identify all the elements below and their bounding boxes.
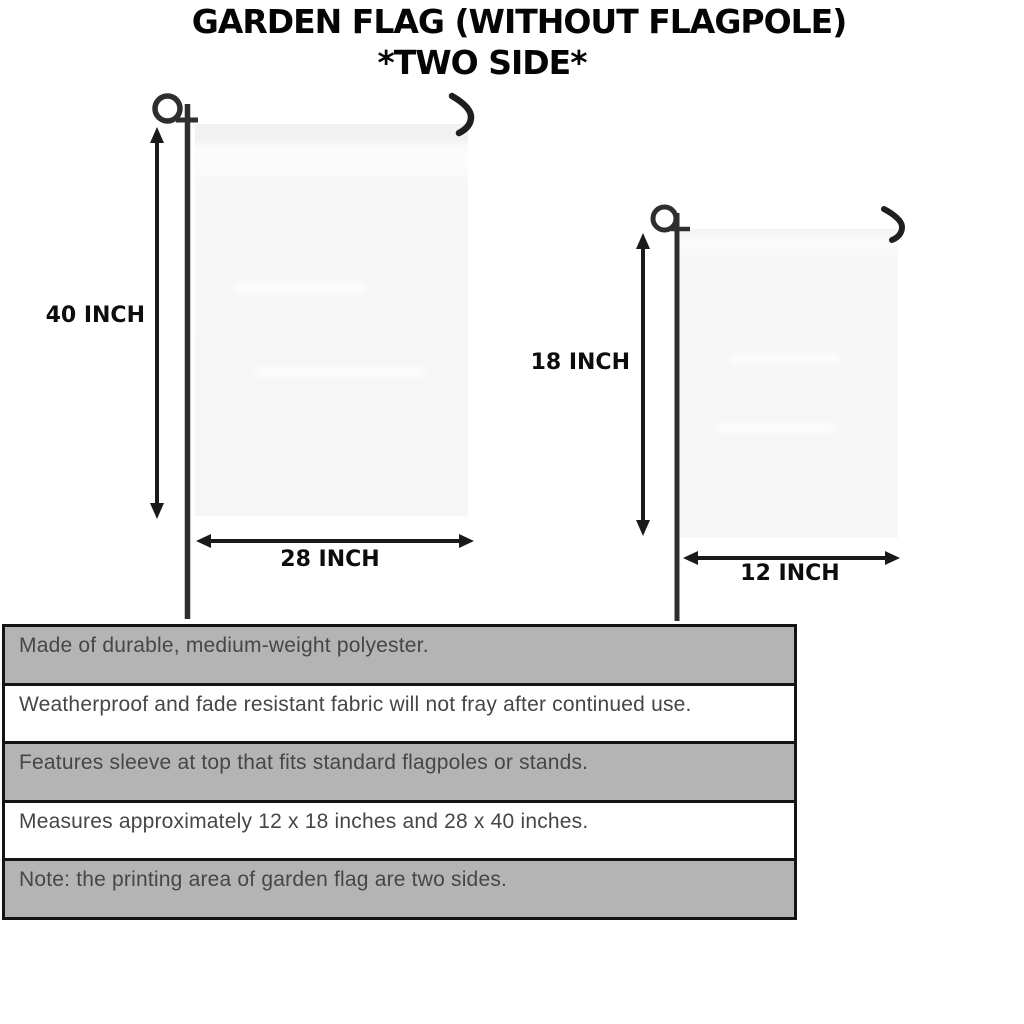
page-title-line1: GARDEN FLAG (WITHOUT FLAGPOLE) <box>191 2 847 41</box>
large-flag-height-label: 40 INCH <box>45 303 145 328</box>
small-flag-fabric <box>680 229 898 538</box>
arrowhead-right-icon <box>459 534 474 548</box>
feature-row: Made of durable, medium-weight polyester. <box>5 627 794 686</box>
pole-loop-icon <box>653 207 676 230</box>
fabric-sheen <box>235 284 365 294</box>
large-height-arrow <box>150 127 164 519</box>
fabric-sheen <box>730 354 840 363</box>
page-title-line2: *TWO SIDE* <box>377 43 587 82</box>
fabric-sheen <box>255 367 425 376</box>
small-height-arrow <box>636 233 650 536</box>
fabric-sheen <box>715 424 835 432</box>
feature-row: Note: the printing area of garden flag are two sides. <box>5 861 794 917</box>
small-flag-height-label: 18 INCH <box>530 350 630 375</box>
pole-loop-icon <box>155 96 180 121</box>
arrowhead-left-icon <box>683 551 698 565</box>
arrowhead-up-icon <box>636 233 650 249</box>
arrowhead-down-icon <box>150 503 164 519</box>
feature-row: Features sleeve at top that fits standard flagpoles or stands. <box>5 744 794 803</box>
arrowhead-down-icon <box>636 520 650 536</box>
feature-row: Measures approximately 12 x 18 inches and 28 x 40 inches. <box>5 803 794 862</box>
feature-table <box>2 624 797 920</box>
arrowhead-left-icon <box>196 534 211 548</box>
arrowhead-right-icon <box>885 551 900 565</box>
small-flag-width-label: 12 INCH <box>740 561 840 586</box>
feature-row: Weatherproof and fade resistant fabric will not fray after continued use. <box>5 686 794 745</box>
arrowhead-up-icon <box>150 127 164 143</box>
large-width-arrow <box>196 534 474 548</box>
large-flag-width-label: 28 INCH <box>280 547 380 572</box>
large-flag-fabric <box>195 124 468 516</box>
